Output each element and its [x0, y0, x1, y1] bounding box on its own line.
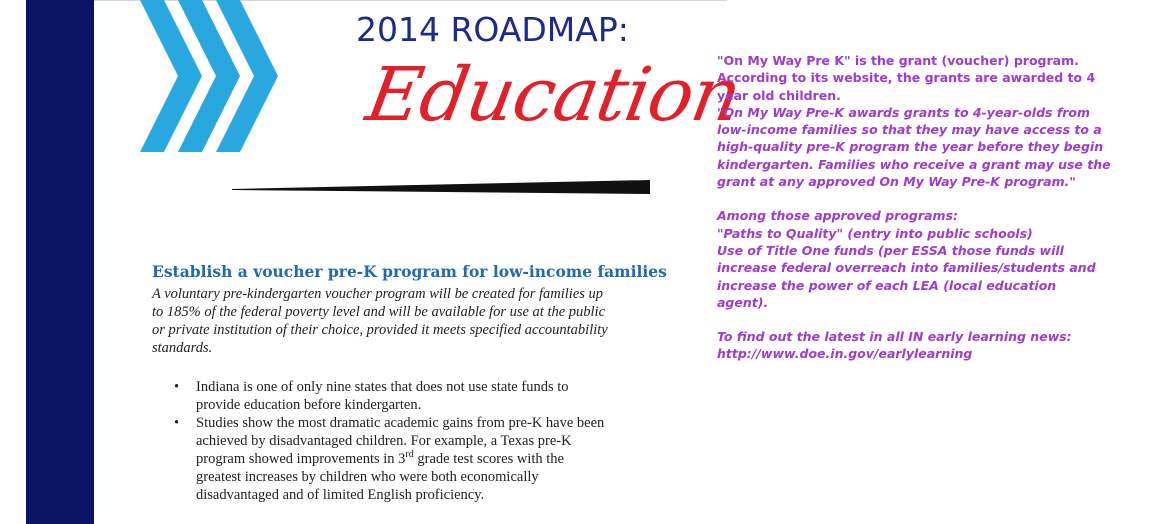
annotation-line: year old children.: [717, 87, 841, 103]
intro-line: to 185% of the federal poverty level and will be available for use at the public: [152, 304, 606, 320]
annotation-line: increase federal overreach into families/students and: [717, 260, 1096, 276]
annotation-programs: [717, 207, 1137, 311]
annotation-line: grant at any approved On My Way Pre-K program.": [717, 174, 1076, 190]
ordinal-superscript: rd: [405, 449, 414, 461]
section-intro-paragraph: [152, 285, 647, 357]
annotation-line: kindergarten. Families who receive a grant may use the: [717, 156, 1111, 172]
annotation-line: agent).: [717, 294, 769, 310]
chevron-arrows-icon: [140, 0, 280, 160]
annotation-intro: [717, 52, 1137, 104]
list-item: [152, 378, 652, 414]
bullet-line: greatest increases by children who were both economically: [196, 469, 539, 485]
annotation-line: high-quality pre-K program the year before they begin: [717, 139, 1104, 155]
roadmap-title: 2014 ROADMAP:: [356, 10, 629, 49]
bullet-dot-icon: •: [174, 379, 180, 395]
annotation-line: Among those approved programs:: [717, 208, 958, 224]
annotation-spacer: [717, 311, 1137, 328]
annotation-line: Use of Title One funds (per ESSA those funds will: [717, 242, 1064, 258]
fact-bullet-list: [152, 378, 652, 504]
annotation-line: "On My Way Pre-K awards grants to 4-year-olds from: [717, 104, 1091, 120]
bullet-text: grade test scores with the: [413, 451, 564, 467]
bullet-line: [196, 451, 564, 467]
early-learning-link[interactable]: http://www.doe.in.gov/earlylearning: [717, 346, 973, 362]
navy-side-bar: [26, 0, 94, 524]
annotation-note: [717, 52, 1137, 363]
bullet-dot-icon: •: [174, 415, 180, 431]
intro-line: or private institution of their choice, provided it meets specified accountability: [152, 322, 608, 338]
bullet-line: disadvantaged and of limited English proficiency.: [196, 487, 485, 503]
roadmap-subject-title: Education: [360, 52, 747, 138]
bullet-line: provide education before kindergarten.: [196, 397, 422, 413]
intro-line: A voluntary pre-kindergarten voucher program will be created for families up: [152, 286, 604, 302]
annotation-spacer: [717, 190, 1137, 207]
bullet-line: Studies show the most dramatic academic gains from pre-K have been: [196, 415, 605, 431]
bullet-line: achieved by disadvantaged children. For example, a Texas pre-K: [196, 433, 572, 449]
intro-line: standards.: [152, 340, 213, 356]
annotation-line: To find out the latest in all IN early learning news:: [717, 329, 1072, 345]
annotation-line: According to its website, the grants are awarded to 4: [717, 70, 1096, 86]
bullet-text: program showed improvements in 3: [196, 451, 406, 467]
annotation-line: "Paths to Quality" (entry into public schools): [717, 225, 1033, 241]
annotation-line: low-income families so that they may have access to a: [717, 122, 1102, 138]
annotation-line: increase the power of each LEA (local education: [717, 277, 1057, 293]
annotation-line: "On My Way Pre K" is the grant (voucher) program.: [717, 53, 1079, 68]
annotation-quote: [717, 104, 1137, 190]
list-item: [152, 414, 652, 504]
section-heading: Establish a voucher pre-K program for low-income families: [152, 262, 667, 281]
annotation-news: [717, 328, 1137, 363]
black-swoosh-underline: [232, 174, 652, 196]
bullet-line: Indiana is one of only nine states that does not use state funds to: [196, 379, 569, 395]
